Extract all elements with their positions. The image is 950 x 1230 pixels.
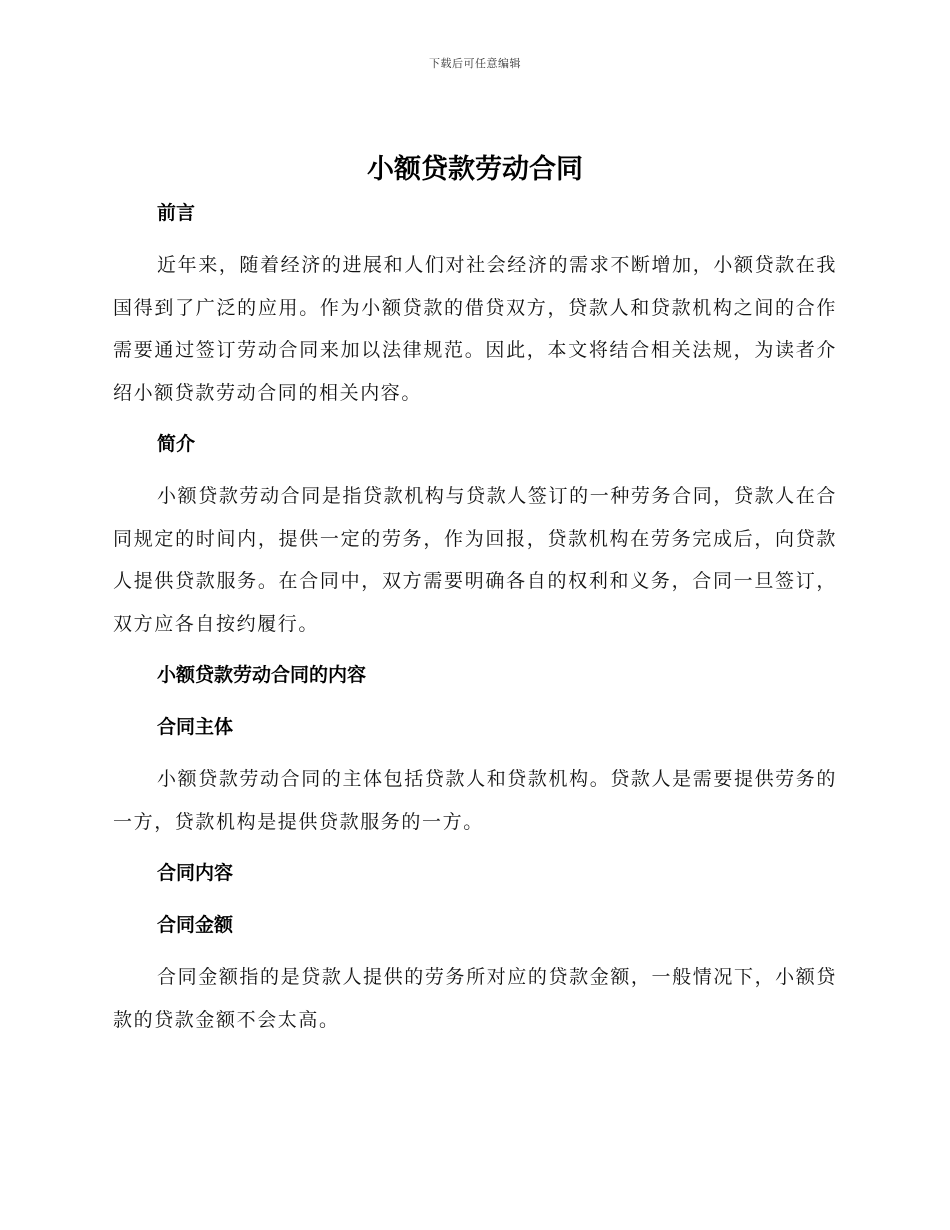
heading-preface: 前言 (157, 202, 196, 224)
header-note: 下载后可任意编辑 (429, 57, 521, 70)
paragraph-amount: 合同金额指的是贷款人提供的劳务所对应的贷款金额，一般情况下，小额贷款的贷款金额不会太高。 (113, 966, 837, 1031)
paragraph-intro: 小额贷款劳动合同是指贷款机构与贷款人签订的一种劳务合同，贷款人在合同规定的时间内，提供一定的劳务，作为回报，贷款机构在劳务完成后，向贷款人提供贷款服务。在合同中，双方需要明确各自的权利和义务，合同一旦签订，双方应各自按约履行。 (113, 485, 837, 635)
paragraph-preface: 近年来，随着经济的进展和人们对社会经济的需求不断增加，小额贷款在我国得到了广泛的应用。作为小额贷款的借贷双方，贷款人和贷款机构之间的合作需要通过签订劳动合同来加以法律规范。因此，本文将结合相关法规，为读者介绍小额贷款劳动合同的相关内容。 (113, 254, 837, 404)
heading-terms: 合同内容 (157, 862, 234, 884)
heading-amount: 合同金额 (157, 914, 234, 936)
heading-parties: 合同主体 (157, 716, 234, 738)
paragraph-parties: 小额贷款劳动合同的主体包括贷款人和贷款机构。贷款人是需要提供劳务的一方，贷款机构是提供贷款服务的一方。 (113, 768, 837, 833)
heading-intro: 简介 (157, 433, 196, 455)
document-title: 小额贷款劳动合同 (367, 154, 583, 185)
document-body (113, 145, 837, 1057)
heading-contents: 小额贷款劳动合同的内容 (157, 664, 367, 686)
